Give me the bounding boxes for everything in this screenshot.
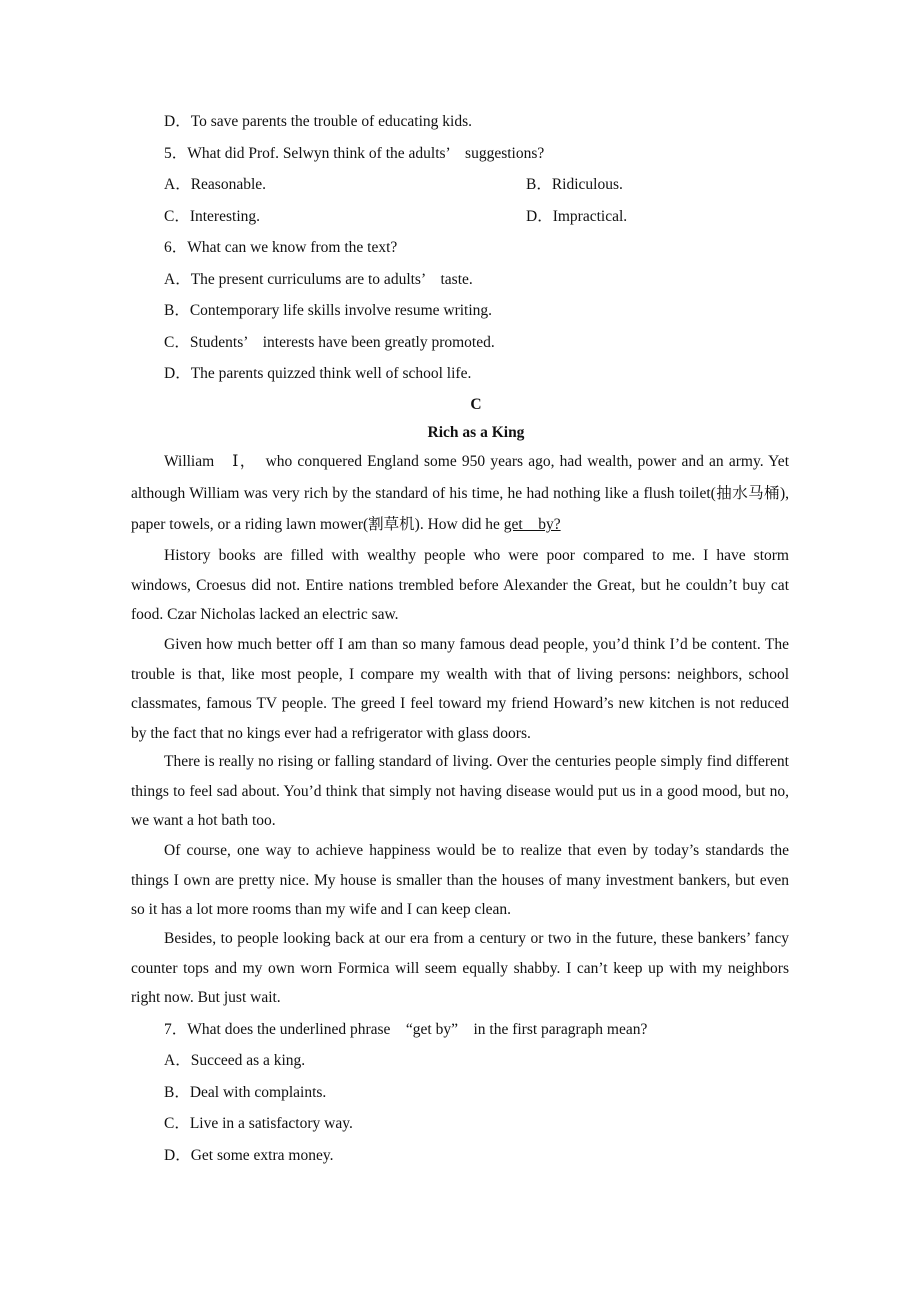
passage-paragraph-2: History books are filled with wealthy people who were poor compared to me. I have storm windows, Croesus did not. Entire nations trembled before Alexander the Great, but he couldn’t buy cat food. Czar Nicholas lacked an electric saw. bbox=[131, 547, 789, 624]
passage-paragraph-4: There is really no rising or falling standard of living. Over the centuries people simply find different things to feel sad about. You’d think that simply not having disease would put us in a good mood, but no, we want a hot bath too. bbox=[131, 753, 789, 830]
passage-paragraph-5: Of course, one way to achieve happiness would be to realize that even by today’s standards the things I own are pretty nice. My house is smaller than the houses of many investment bankers, but even so it has a lot more rooms than my wife and I can keep clean. bbox=[131, 842, 789, 919]
q6-option-d: D．The parents quizzed think well of school life. bbox=[164, 365, 472, 382]
q5-option-a: A．Reasonable. bbox=[164, 176, 267, 193]
q7-option-d: D．Get some extra money. bbox=[164, 1147, 334, 1164]
underlined-phrase: get by? bbox=[503, 516, 561, 533]
q6-option-c: C．Students’ interests have been greatly promoted. bbox=[164, 334, 495, 351]
passage-paragraph-3: Given how much better off I am than so many famous dead people, you’d think I’d be content. The trouble is that, like most people, I compare my wealth with that of living persons: neighbors, school classmates, famous TV people. The greed I feel toward my friend Howard’s new kitchen is not reduced by the fact that no kings ever had a refrigerator with glass doors. bbox=[131, 636, 789, 742]
q7-option-b: B．Deal with complaints. bbox=[164, 1084, 327, 1101]
q7-question: 7．What does the underlined phrase “get by” in the first paragraph mean? bbox=[164, 1021, 648, 1038]
q7-option-a: A．Succeed as a king. bbox=[164, 1052, 306, 1069]
q6-option-b: B．Contemporary life skills involve resume writing. bbox=[164, 302, 493, 319]
passage-title: Rich as a King bbox=[427, 424, 525, 441]
section-letter: C bbox=[470, 396, 482, 413]
passage-paragraph-6: Besides, to people looking back at our era from a century or two in the future, these bankers’ fancy counter tops and my own worn Formica will seem equally shabby. I can’t keep up with my neighbors right now. But just wait. bbox=[131, 930, 789, 1007]
p1-text: William Ⅰ， who conquered England some 950 years ago, had wealth, power and an army. Yet although William was very rich by the standard of his time, he had nothing like a flush toilet(抽水马桶), paper towels, or a riding lawn mower(割草机). How did he bbox=[131, 453, 789, 533]
q7-option-c: C．Live in a satisfactory way. bbox=[164, 1115, 353, 1132]
q6-option-a: A．The present curriculums are to adults’ taste. bbox=[164, 271, 473, 288]
q5-question: 5．What did Prof. Selwyn think of the adults’ suggestions? bbox=[164, 145, 545, 162]
q5-option-b: B．Ridiculous. bbox=[526, 176, 623, 193]
q4-option-d: D．To save parents the trouble of educating kids. bbox=[164, 113, 472, 130]
passage-paragraph-1 bbox=[131, 446, 789, 541]
q5-option-d: D．Impractical. bbox=[526, 208, 628, 225]
q6-question: 6．What can we know from the text? bbox=[164, 239, 398, 256]
q5-option-c: C．Interesting. bbox=[164, 208, 260, 225]
